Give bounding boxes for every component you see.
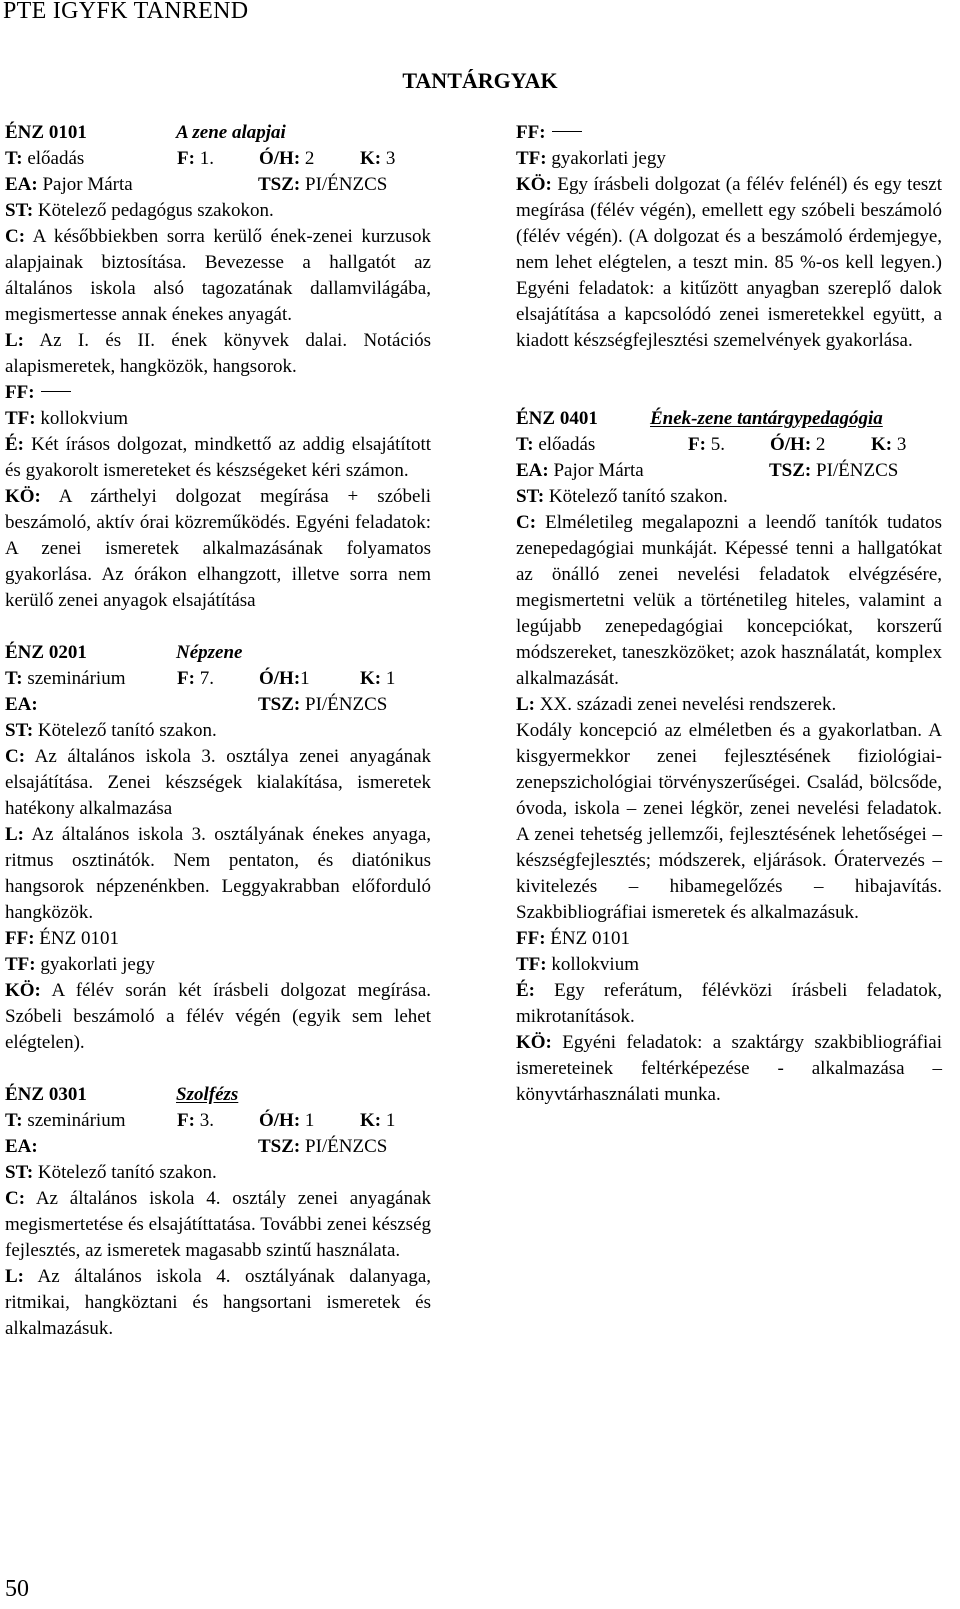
- evaluation-field: [5, 432, 431, 484]
- lecturer-value: Pajor Márta: [553, 460, 644, 481]
- field-label: L:: [5, 1266, 24, 1287]
- hours-value: 1: [300, 668, 310, 689]
- course-code: ÉNZ 0301: [5, 1084, 87, 1105]
- department-label: TSZ:: [258, 694, 301, 715]
- content-field: [516, 692, 942, 718]
- course-code: ÉNZ 0201: [5, 642, 87, 663]
- assessment-field: [516, 146, 942, 172]
- semester-label: F:: [177, 148, 195, 169]
- course-enz-0301: [5, 1082, 431, 1342]
- field-value: Két írásos dolgozat, mindkettő az addig elsajátított és gyakorolt ismereteket és készségeket kéri számon.: [5, 434, 432, 481]
- hours-label: Ó/H:: [259, 148, 301, 169]
- field-value: A későbbiekben sorra kerülő ének-zenei kurzusok alapjainak biztosítása. Bevezesse a hallgatót az általános iskola alsó tagozatának dallamvilágába, megismertesse annak énekes anyagát.: [5, 226, 432, 325]
- lecturer-value: Pajor Márta: [42, 174, 133, 195]
- semester-label: F:: [177, 668, 195, 689]
- field-value: kollokvium: [551, 954, 639, 975]
- field-value: Kötelező tanító szakon.: [37, 720, 217, 741]
- page-number: 50: [5, 1576, 29, 1602]
- course-meta-row: [516, 432, 942, 458]
- lecturer-label: EA:: [5, 1136, 38, 1157]
- course-meta-row: [5, 146, 431, 172]
- field-value: Az általános iskola 4. osztály zenei anyagának megismertetése és elsajátíttatása. További zenei készség fejlesztés, az ismeretek magasabb szintű használata.: [5, 1188, 432, 1261]
- field-value: Elméletileg megalapozni a leendő tanítók tudatos zenepedagógiai munkáját. Képessé tenni a hallgatókat az önálló zenei nevelési feladatok elvégzésére, megismertetni velük a történetileg hiteles, valamint a legújabb zenepedagógiai koncepciókat, korszerű módszereket, taneszközöket; azok használatát, komplex alkalmazását.: [516, 512, 942, 689]
- course-enz-0301-continued: [516, 120, 942, 354]
- course-title: A zene alapjai: [176, 122, 286, 143]
- hours-label: Ó/H:: [770, 434, 812, 455]
- course-enz-0401: [516, 406, 942, 1108]
- field-label: C:: [5, 746, 26, 767]
- field-label: ST:: [5, 720, 34, 741]
- section-title: TANTÁRGYAK: [402, 68, 558, 93]
- field-value: Az I. és II. ének könyvek dalai. Notációs alapismeretek, hangközök, hangsorok.: [5, 330, 431, 377]
- content-field-continued: Kodály koncepció az elméletben és a gyakorlatban. A kisgyermekkor zenei fejlesztésének fiziológiai-zenepszichológiai törvényszerűségei. Család, bölcsőde, óvoda, iskola – zenei légkör, zenei nevelési feladatok. A zenei tehetség jellemzői, fejlesztésének lehetőségei – készségfejlesztés; módszerek, eljárások. Óratervezés – kivitelezés – hibamegelőzés – hibajavítás. Szakbibliográfiai ismeretek és alkalmazásuk.: [516, 720, 942, 923]
- status-field: [5, 1160, 431, 1186]
- spacer: [5, 614, 431, 640]
- course-title: Népzene: [176, 642, 243, 663]
- spacer: [5, 1056, 431, 1082]
- course-code: ÉNZ 0101: [5, 122, 87, 143]
- type-value: szeminárium: [27, 668, 126, 689]
- course-heading: [5, 640, 431, 666]
- type-label: T:: [516, 434, 534, 455]
- field-value: kollokvium: [40, 408, 128, 429]
- type-value: előadás: [538, 434, 596, 455]
- field-value: A zárthelyi dolgozat megírása + szóbeli beszámoló, aktív órai közreműködés. Egyéni feladatok: A zenei ismeretek alkalmazásának folyamatos gyakorlása. Az órákon elhangzott, illetve sorra nem kerülő zenei anyagok elsajátítása: [5, 486, 432, 611]
- semester-value: 5.: [710, 434, 725, 455]
- course-meta-row: [5, 1108, 431, 1134]
- field-label: KÖ:: [5, 486, 41, 507]
- department-value: PI/ÉNZCS: [305, 1136, 388, 1157]
- course-title: Ének-zene tantárgypedagógia: [650, 408, 883, 429]
- requirements-field: [516, 172, 942, 354]
- field-label: TF:: [5, 954, 36, 975]
- hours-value: 2: [815, 434, 826, 455]
- credit-label: K:: [871, 434, 893, 455]
- semester-value: 3.: [199, 1110, 214, 1131]
- status-field: [5, 718, 431, 744]
- prerequisite-field: [5, 926, 431, 952]
- field-value: gyakorlati jegy: [40, 954, 155, 975]
- status-field: [516, 484, 942, 510]
- field-label: FF:: [516, 928, 546, 949]
- field-value: Az általános iskola 3. osztályának énekes anyaga, ritmus osztinátók. Nem pentaton, és diatónikus hangsorok népzenénkben. Leggyakrabban előforduló hangközök.: [5, 824, 432, 923]
- field-label: L:: [5, 330, 24, 351]
- prerequisite-field: [516, 926, 942, 952]
- goal-field: [516, 510, 942, 692]
- field-value: Kötelező tanító szakon.: [548, 486, 728, 507]
- prerequisite-field: [5, 380, 431, 406]
- field-value: Kötelező pedagógus szakokon.: [37, 200, 274, 221]
- department-value: PI/ÉNZCS: [305, 174, 388, 195]
- course-heading: [5, 1082, 431, 1108]
- course-title: Szolfézs: [176, 1084, 239, 1105]
- field-value: ÉNZ 0101: [39, 928, 119, 949]
- goal-field: [5, 1186, 431, 1264]
- type-value: szeminárium: [27, 1110, 126, 1131]
- semester-value: 7.: [199, 668, 214, 689]
- course-staff-row: [516, 458, 942, 484]
- running-header: PTE IGYFK TANREND: [3, 0, 249, 24]
- field-label: É:: [5, 434, 24, 455]
- field-label: FF:: [5, 382, 35, 403]
- department-value: PI/ÉNZCS: [816, 460, 899, 481]
- type-value: előadás: [27, 148, 85, 169]
- credit-value: 3: [896, 434, 907, 455]
- course-heading: [5, 120, 431, 146]
- goal-field: [5, 744, 431, 822]
- credit-value: 3: [385, 148, 396, 169]
- assessment-field: [516, 952, 942, 978]
- assessment-field: [5, 952, 431, 978]
- course-code: ÉNZ 0401: [516, 408, 598, 429]
- course-meta-row: [5, 666, 431, 692]
- department-value: PI/ÉNZCS: [305, 694, 388, 715]
- field-label: TF:: [516, 954, 547, 975]
- course-staff-row: [5, 692, 431, 718]
- content-field: [5, 328, 431, 380]
- credit-label: K:: [360, 1110, 382, 1131]
- prerequisite-field: [516, 120, 942, 146]
- field-label: FF:: [516, 122, 546, 143]
- field-value: A félév során két írásbeli dolgozat megírása. Szóbeli beszámoló a félév végén (egyik sem lehet elégtelen).: [5, 980, 432, 1053]
- credit-label: K:: [360, 148, 382, 169]
- field-label: TF:: [516, 148, 547, 169]
- field-value: Egy referátum, félévközi írásbeli feladatok, mikrotanítások.: [516, 980, 942, 1027]
- field-label: KÖ:: [5, 980, 41, 1001]
- field-label: C:: [516, 512, 537, 533]
- right-column: [516, 120, 942, 1108]
- field-value: Az általános iskola 3. osztálya zenei anyagának elsajátítása. Zenei készségek kialakítása, ismeretek hatékony alkalmazása: [5, 746, 431, 819]
- credit-value: 1: [385, 668, 396, 689]
- course-enz-0101: [5, 120, 431, 614]
- field-label: ST:: [516, 486, 545, 507]
- semester-label: F:: [688, 434, 706, 455]
- credit-label: K:: [360, 668, 382, 689]
- left-column: [5, 120, 431, 1342]
- empty-dash: [41, 391, 71, 392]
- requirements-field: [5, 484, 431, 614]
- evaluation-field: [516, 978, 942, 1030]
- lecturer-label: EA:: [5, 174, 38, 195]
- lecturer-label: EA:: [5, 694, 38, 715]
- field-label: KÖ:: [516, 1032, 552, 1053]
- status-field: [5, 198, 431, 224]
- hours-label: Ó/H:: [259, 1110, 301, 1131]
- department-label: TSZ:: [769, 460, 812, 481]
- goal-field: [5, 224, 431, 328]
- field-value: Egy írásbeli dolgozat (a félév felénél) és egy teszt megírása (félév végén), emellett egy szóbeli beszámoló (félév végén). (A dolgozat és a beszámoló érdemjegye, nem lehet elégtelen, a teszt min. 85 %-os kell legyen.) Egyéni feladatok: a kitűzött anyagban szereplő dalok elsajátítása a kapcsolódó zenei ismeretekkel együtt, a kiadott készségfejlesztési szemelvények gyakorlása.: [516, 174, 942, 351]
- hours-label: Ó/H:: [259, 668, 301, 689]
- field-label: C:: [5, 1188, 26, 1209]
- field-value: ÉNZ 0101: [550, 928, 630, 949]
- empty-dash: [552, 131, 582, 132]
- type-label: T:: [5, 668, 23, 689]
- spacer: [516, 380, 942, 406]
- field-value: Az általános iskola 4. osztályának dalanyaga, ritmikai, hangköztani és hangsortani ismeretek és alkalmazásuk.: [5, 1266, 431, 1339]
- assessment-field: [5, 406, 431, 432]
- department-label: TSZ:: [258, 174, 301, 195]
- course-enz-0201: [5, 640, 431, 1056]
- spacer: [516, 354, 942, 380]
- field-label: KÖ:: [516, 174, 552, 195]
- semester-value: 1.: [199, 148, 214, 169]
- type-label: T:: [5, 148, 23, 169]
- requirements-field: [516, 1030, 942, 1108]
- requirements-field: [5, 978, 431, 1056]
- field-label: ST:: [5, 200, 34, 221]
- semester-label: F:: [177, 1110, 195, 1131]
- hours-value: 1: [304, 1110, 315, 1131]
- department-label: TSZ:: [258, 1136, 301, 1157]
- field-label: ST:: [5, 1162, 34, 1183]
- field-label: TF:: [5, 408, 36, 429]
- field-label: L:: [516, 694, 535, 715]
- course-heading: [516, 406, 942, 432]
- field-value: gyakorlati jegy: [551, 148, 666, 169]
- hours-value: 2: [304, 148, 315, 169]
- field-label: L:: [5, 824, 24, 845]
- content-field: [5, 822, 431, 926]
- field-label: C:: [5, 226, 26, 247]
- type-label: T:: [5, 1110, 23, 1131]
- field-value: XX. századi zenei nevelési rendszerek.: [539, 694, 837, 715]
- field-value: Egyéni feladatok: a szaktárgy szakbibliográfiai ismereteinek feltérképezése - alkalmazása – könyvtárhasználati munka.: [516, 1032, 942, 1105]
- course-staff-row: [5, 172, 431, 198]
- lecturer-label: EA:: [516, 460, 549, 481]
- field-value: Kötelező tanító szakon.: [37, 1162, 217, 1183]
- field-label: FF:: [5, 928, 35, 949]
- course-staff-row: [5, 1134, 431, 1160]
- credit-value: 1: [385, 1110, 396, 1131]
- field-label: É:: [516, 980, 535, 1001]
- content-field: [5, 1264, 431, 1342]
